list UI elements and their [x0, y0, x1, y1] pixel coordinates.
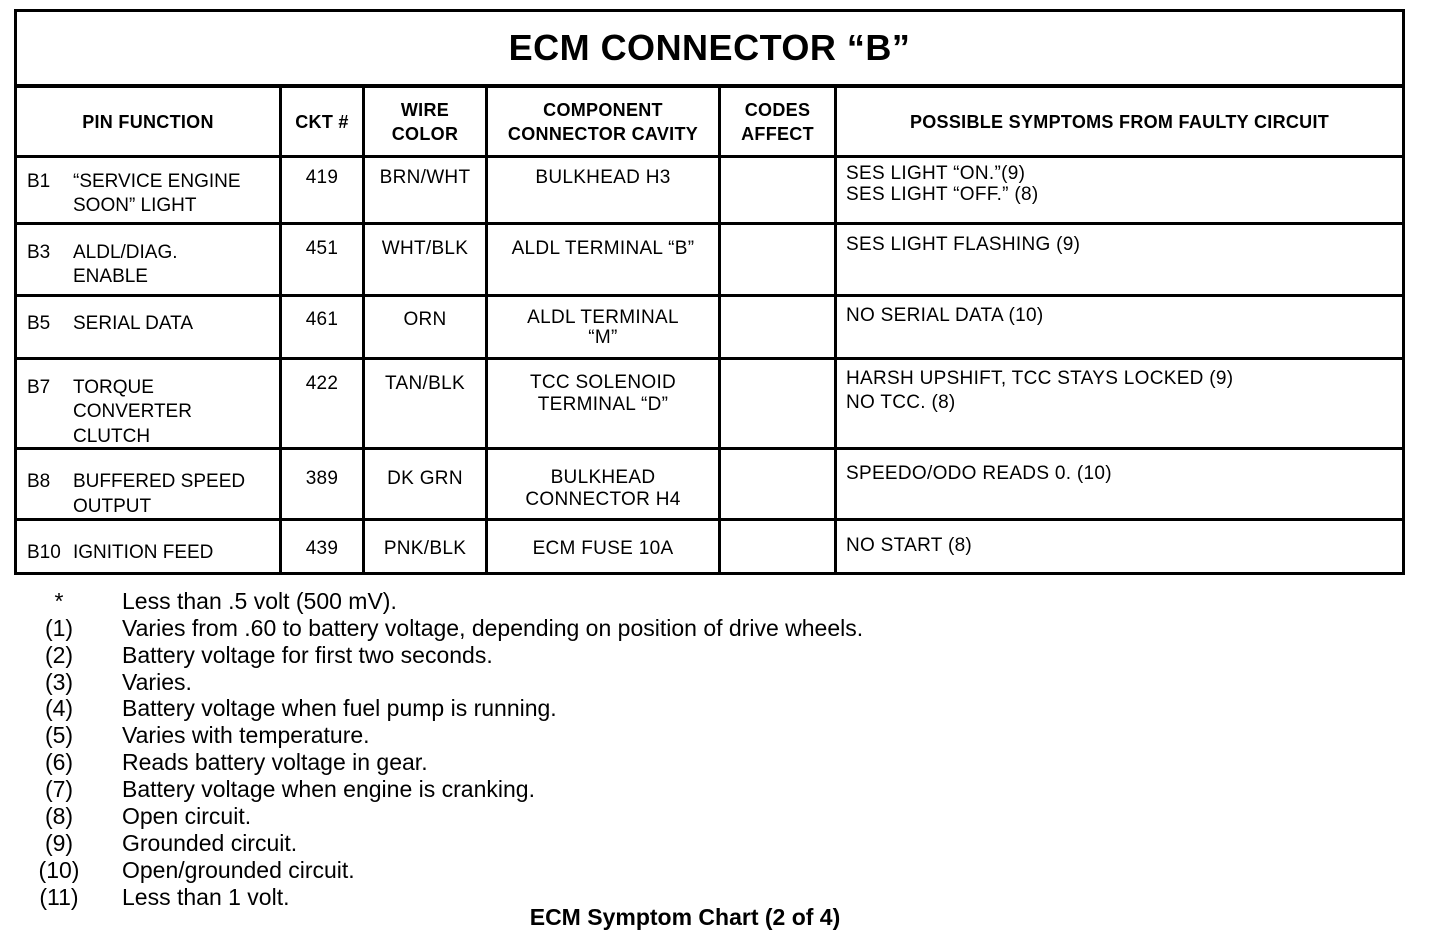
- footnote-text: Open/grounded circuit.: [122, 857, 355, 883]
- wire-color: BRN/WHT: [379, 167, 471, 188]
- footnote-mark: (5): [44, 722, 74, 748]
- component-line: ALDL TERMINAL: [527, 307, 679, 328]
- header-pin-function-label: PIN FUNCTION: [82, 111, 214, 132]
- header-codes-line2: AFFECT: [741, 123, 814, 144]
- row-divider: [17, 294, 1402, 297]
- footnote-mark: (10): [38, 857, 80, 883]
- component-cavity: [488, 537, 718, 561]
- row-divider: [17, 155, 1402, 158]
- footnote-text: Less than .5 volt (500 mV).: [122, 588, 397, 614]
- header-component-line1: COMPONENT: [543, 99, 663, 120]
- footnote-text: Less than 1 volt.: [122, 884, 290, 910]
- footnote-mark: (4): [44, 695, 74, 721]
- pin-function-line: TORQUE: [73, 377, 154, 398]
- footnote-mark: (7): [44, 776, 74, 802]
- component-line: BULKHEAD: [550, 467, 656, 488]
- symptoms: [846, 462, 1396, 486]
- pin-id: B7: [27, 377, 51, 398]
- pin-id: B8: [27, 471, 51, 492]
- symptoms: [846, 534, 1396, 558]
- footnote-mark: (11): [39, 884, 79, 910]
- symptoms: [846, 304, 1396, 328]
- footnote-mark: (3): [44, 669, 74, 695]
- symptom-line: NO TCC. (8): [846, 392, 956, 413]
- header-symptoms: [837, 88, 1402, 155]
- symptoms: [846, 233, 1396, 257]
- symptom-line: HARSH UPSHIFT, TCC STAYS LOCKED (9): [846, 368, 1234, 389]
- component-line: BULKHEAD H3: [535, 167, 671, 188]
- column-divider: [718, 88, 721, 572]
- header-wire-color-line1: WIRE: [400, 99, 450, 120]
- component-cavity: [488, 237, 718, 261]
- header-codes: [721, 88, 834, 155]
- pin-function-line: SERIAL DATA: [73, 313, 194, 334]
- footnote-text: Varies with temperature.: [122, 722, 370, 748]
- wire-color: PNK/BLK: [383, 538, 467, 559]
- footnote-mark: (8): [44, 803, 74, 829]
- symptom-line: SPEEDO/ODO READS 0. (10): [846, 463, 1112, 484]
- component-line: “M”: [588, 327, 618, 348]
- footnote-mark: *: [54, 588, 64, 614]
- footnote-text: Varies from .60 to battery voltage, depending on position of drive wheels.: [122, 615, 864, 641]
- row-divider: [17, 357, 1402, 360]
- pin-id: B3: [27, 242, 51, 263]
- footnote-mark: (2): [44, 642, 74, 668]
- footnote-text: Reads battery voltage in gear.: [122, 749, 428, 775]
- pin-function-line: ENABLE: [73, 266, 148, 287]
- component-line: ECM FUSE 10A: [532, 538, 674, 559]
- column-divider: [834, 88, 837, 572]
- header-wire-color: [365, 88, 485, 155]
- symptoms: [846, 162, 1396, 207]
- footnote-text: Battery voltage when fuel pump is running.: [122, 695, 557, 721]
- footnote-mark: (9): [44, 830, 74, 856]
- header-symptoms-label: POSSIBLE SYMPTOMS FROM FAULTY CIRCUIT: [909, 111, 1330, 132]
- pin-function-line: “SERVICE ENGINE: [73, 171, 241, 192]
- footnote-text: Varies.: [122, 669, 192, 695]
- footnote-text: Battery voltage for first two seconds.: [122, 642, 493, 668]
- footnote-mark: (6): [44, 749, 74, 775]
- header-pin-function: [17, 88, 279, 155]
- pin-function-line: ALDL/DIAG.: [73, 242, 178, 263]
- pin-function-line: BUFFERED SPEED: [73, 471, 246, 492]
- footnote-text: Grounded circuit.: [122, 830, 298, 856]
- symptoms: [846, 367, 1396, 415]
- wire-color: DK GRN: [387, 468, 463, 489]
- footnote-mark: (1): [44, 615, 74, 641]
- header-ckt-label: CKT #: [295, 111, 349, 132]
- header-wire-color-line2: COLOR: [391, 123, 459, 144]
- wire-color: TAN/BLK: [385, 373, 465, 394]
- symptom-line: SES LIGHT FLASHING (9): [846, 234, 1081, 255]
- footnote-text: Open circuit.: [122, 803, 252, 829]
- footnote-text: Battery voltage when engine is cranking.: [122, 776, 535, 802]
- component-line: CONNECTOR H4: [525, 489, 681, 510]
- pin-function-line: CONVERTER: [73, 401, 192, 422]
- component-cavity: [488, 372, 718, 416]
- symptom-line: NO SERIAL DATA (10): [846, 305, 1044, 326]
- pin-id: B10: [27, 542, 61, 563]
- component-cavity: [488, 308, 718, 348]
- header-component-line2: CONNECTOR CAVITY: [507, 123, 699, 144]
- header-ckt: [282, 88, 362, 155]
- ckt-number: 461: [305, 309, 339, 330]
- pin-id: B1: [27, 171, 51, 192]
- symptom-line: SES LIGHT “OFF.” (8): [846, 184, 1039, 205]
- chart-title: ECM CONNECTOR “B”: [17, 12, 1402, 88]
- ckt-number: 389: [305, 468, 339, 489]
- ckt-number: 451: [305, 238, 339, 259]
- header-codes-line1: CODES: [744, 99, 811, 120]
- ckt-number: 422: [305, 373, 339, 394]
- pin-function-line: IGNITION FEED: [73, 542, 214, 563]
- component-cavity: [488, 166, 718, 190]
- pin-function-line: OUTPUT: [73, 496, 152, 517]
- symptom-line: NO START (8): [846, 535, 973, 556]
- row-divider: [17, 222, 1402, 225]
- ckt-number: 419: [305, 167, 339, 188]
- ecm-connector-chart: [14, 9, 1405, 575]
- wire-color: WHT/BLK: [381, 238, 469, 259]
- component-line: ALDL TERMINAL “B”: [511, 238, 695, 259]
- component-cavity: [488, 467, 718, 511]
- component-line: TCC SOLENOID: [529, 372, 677, 393]
- ckt-number: 439: [305, 538, 339, 559]
- wire-color: ORN: [403, 309, 447, 330]
- figure-caption: ECM Symptom Chart (2 of 4): [529, 904, 841, 930]
- pin-function-line: SOON” LIGHT: [73, 195, 197, 216]
- symptom-line: SES LIGHT “ON.”(9): [846, 163, 1026, 184]
- component-line: TERMINAL “D”: [537, 394, 669, 415]
- pin-id: B5: [27, 313, 51, 334]
- pin-function-line: CLUTCH: [73, 426, 151, 447]
- header-component: [488, 88, 718, 155]
